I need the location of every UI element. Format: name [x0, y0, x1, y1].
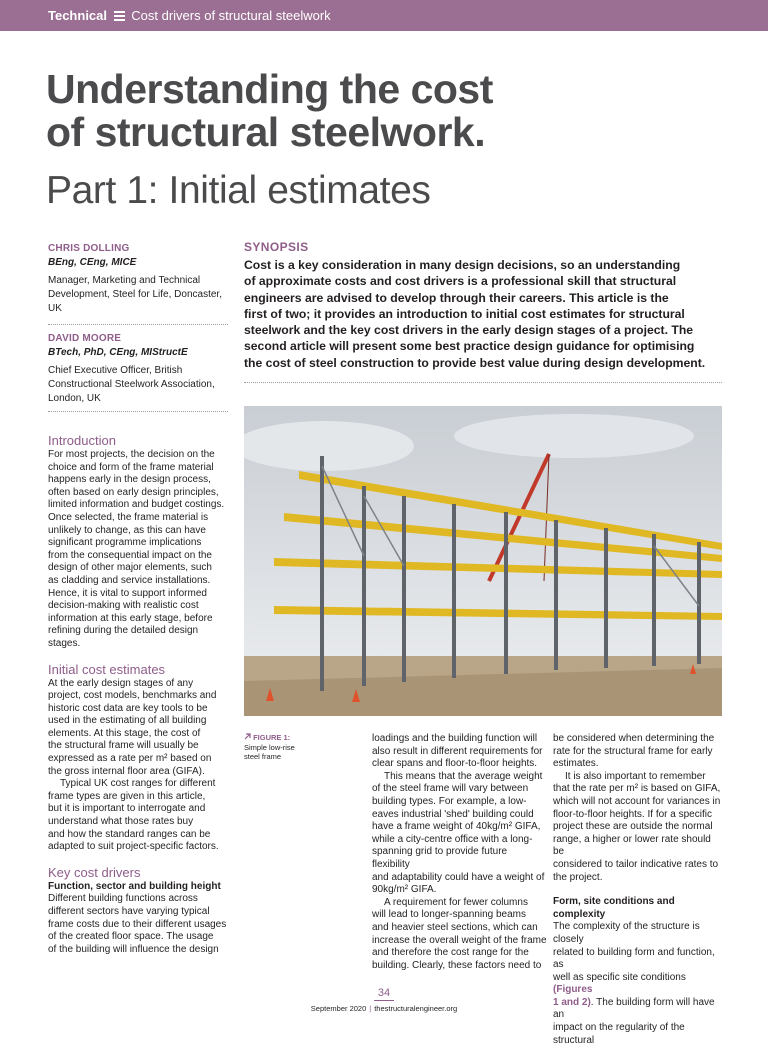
menu-icon [114, 8, 129, 23]
article-subtitle: Part 1: Initial estimates [46, 169, 431, 212]
section-heading: Initial cost estimates [48, 661, 166, 677]
website-link[interactable]: thestructuralengineer.org [374, 1004, 458, 1013]
author-credentials: BEng, CEng, MICE [48, 257, 137, 268]
body-paragraph: For most projects, the decision on the choice and form of the frame material happens early in the design process, often based on early design principles, limited information and budget costings. Once selected, the frame material is unlikely to change, as this can have significant programme implications from the consequential impact on the design of other major elements, such as cladding and service installations. Hence, it is vital to support informed decision-making with realistic cost information at this early stage, before refining during the detailed design stages. [48, 449, 225, 649]
body-paragraph: At the early design stages of any project, cost models, benchmarks and historic cost data are key tools to be used in the estimating of all building elements. At this stage, the cost of the structural frame will usually be expressed as a rate per m² based on the gross internal floor area (GIFA). [48, 677, 217, 777]
body-paragraph: This means that the average weight of the steel frame will vary between building types. For example, a low- eaves industrial 'shed' building could have a frame weight of 40kg/m² GIFA, while a city-centre office with a long- spanning grid to provide future flexibility and adaptability could have a weight of 90kg/m² GIFA. [372, 770, 545, 896]
section-label: Technical [48, 8, 108, 23]
body-paragraph: The complexity of the structure is closely related to building form and function, as well as specific site conditions (Figures 1 and 2). The building form will have an impact on the regularity of the structural [553, 921, 715, 1046]
body-paragraph: Different building functions across different sectors have varying typical frame costs due to their different usages of the created floor space. The usage of the building will influence the design [48, 893, 227, 955]
synopsis-text: Cost is a key consideration in many design decisions, so an understanding of approximate costs and cost drivers is a professional skill that structural engineers are advised to develop through their careers. This article is the first of two; it provides an introduction to initial cost estimates for structural steelwork and the key cost drivers in the early design stages of a project. The second article will present some best practice design guidance for optimising the cost of steel construction to provide best value during design development. [244, 258, 706, 370]
body-paragraph: Typical UK cost ranges for different frame types are given in this article, but it is important to interrogate and understand what those rates buy and how the standard ranges can be adapted to suit project-specific factors. [48, 778, 219, 853]
issue-date: September 2020 [310, 1004, 367, 1013]
author-credentials: BTech, PhD, CEng, MIStructE [48, 347, 188, 358]
arrow-up-right-icon [244, 733, 253, 742]
body-paragraph: A requirement for fewer columns will lead to longer-spanning beams and heavier steel sections, which can increase the overall weight of the frame and therefore the cost range for the building. Clearly, these factors need to [372, 896, 547, 971]
title-line: of structural steelwork. [46, 109, 486, 155]
page-number: 34 [377, 987, 391, 999]
author-name: DAVID MOORE [48, 333, 122, 344]
article-title [46, 68, 736, 154]
body-paragraph: It is also important to remember that the rate per m² is based on GIFA, which will not account for variances in floor-to-floor heights. If for a specific project these are outside the normal range, a higher or lower rate should be considered to tailor indicative rates to the project. [553, 770, 721, 883]
author-name: CHRIS DOLLING [48, 243, 130, 254]
divider [48, 324, 228, 325]
figure-label: FIGURE 1: [253, 733, 291, 742]
subheading: Function, sector and building height [48, 880, 221, 892]
figure-reference[interactable]: (Figures [553, 984, 593, 996]
page-footer: September 2020 | thestructuralengineer.org [310, 1004, 458, 1013]
section-heading: Introduction [48, 433, 116, 448]
synopsis-heading: SYNOPSIS [244, 240, 309, 254]
section-heading: Key cost drivers [48, 864, 141, 880]
figure-reference[interactable]: 1 and 2) [553, 996, 591, 1008]
title-line: Understanding the cost [46, 66, 493, 112]
divider [244, 382, 722, 383]
divider [48, 411, 228, 412]
author-role: Manager, Marketing and Technical Development, Steel for Life, Doncaster, UK [48, 275, 222, 314]
left-column [48, 432, 230, 956]
author-role: Chief Executive Officer, British Constructional Steelwork Association, London, UK [48, 365, 215, 404]
author-block [48, 333, 228, 406]
topic-label: Cost drivers of structural steelwork [131, 8, 331, 23]
divider [374, 1000, 394, 1001]
steel-frame-photo [244, 406, 722, 716]
right-column [553, 733, 723, 1047]
author-block [48, 243, 228, 316]
middle-column [372, 733, 547, 972]
subheading: Form, site conditions and complexity [553, 896, 675, 920]
header-bar [0, 0, 768, 31]
body-paragraph: loadings and the building function will also result in different requirements for clear spans and floor-to-floor heights. [372, 733, 543, 770]
body-paragraph: be considered when determining the rate for the structural frame for early estimates. [553, 733, 715, 770]
figure-caption: FIGURE 1: Simple low-rise steel frame [244, 733, 295, 761]
